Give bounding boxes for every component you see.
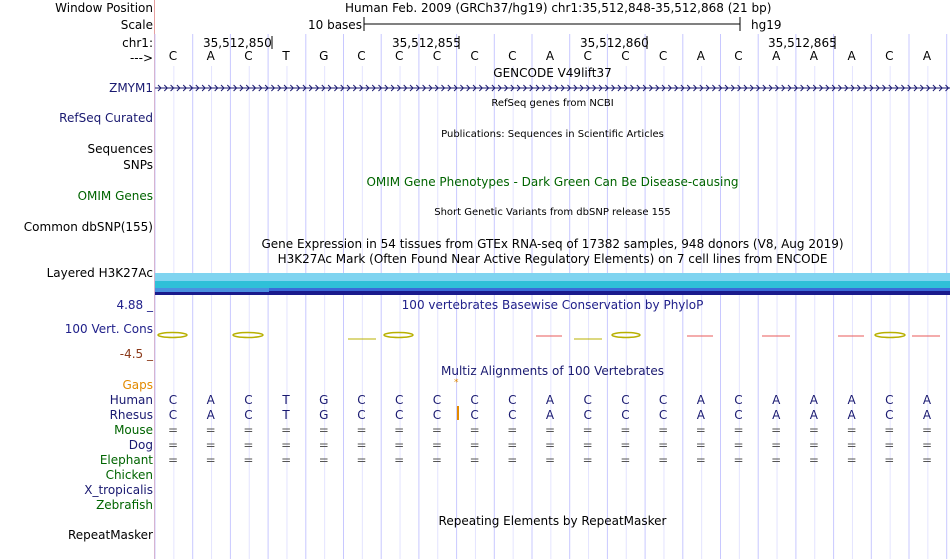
dog-match: =: [243, 438, 254, 452]
elephant-match: =: [281, 453, 292, 467]
elephant-match: =: [658, 453, 669, 467]
refseq-track-title[interactable]: RefSeq genes from NCBI: [491, 98, 614, 109]
dog-match: =: [620, 438, 631, 452]
rhesus-base: C: [885, 408, 894, 422]
dbsnp-track-title[interactable]: Short Genetic Variants from dbSNP release 155: [434, 207, 671, 218]
human-base: A: [545, 393, 555, 407]
dog-match: =: [205, 438, 216, 452]
human-base: C: [885, 393, 894, 407]
omim-track-title[interactable]: OMIM Gene Phenotypes - Dark Green Can Be Disease-causing: [366, 175, 739, 189]
rhesus-base: C: [244, 408, 253, 422]
dog-match: =: [846, 438, 857, 452]
dna-base: A: [847, 49, 856, 63]
human-base: C: [621, 393, 630, 407]
dna-base: C: [432, 49, 442, 63]
strand-label: --->: [129, 51, 153, 65]
species-elephant[interactable]: Elephant: [99, 453, 153, 467]
species-x-tropicalis[interactable]: X_tropicalis: [84, 483, 153, 497]
coord-tick-4: 35,512,865: [768, 36, 837, 50]
dna-base: C: [658, 49, 668, 63]
dna-base: A: [809, 49, 818, 63]
phylop-positive-mark: [233, 333, 263, 338]
dna-base: C: [357, 49, 366, 63]
h3k27ac-layer-1: [155, 273, 950, 281]
window-position-text: Human Feb. 2009 (GRCh37/hg19) chr1:35,512,848-35,512,868 (21 bp): [345, 1, 772, 15]
species-rhesus[interactable]: Rhesus: [109, 408, 153, 422]
dog-match: =: [544, 438, 556, 452]
elephant-match: =: [544, 453, 556, 467]
human-base: A: [922, 393, 932, 407]
mouse-match: =: [884, 423, 895, 437]
coord-tick-1: 35,512,850: [203, 36, 272, 50]
dog-match: =: [771, 438, 782, 452]
elephant-match: =: [394, 453, 405, 467]
dna-base: A: [545, 49, 555, 63]
gtex-track-title[interactable]: Gene Expression in 54 tissues from GTEx RNA-seq of 17382 samples, 948 donors (V8, Aug 2019): [261, 237, 844, 251]
dog-match: =: [658, 438, 669, 452]
human-base: C: [508, 393, 517, 407]
sequences-label[interactable]: Sequences: [87, 142, 153, 156]
rhesus-base: T: [282, 408, 290, 422]
mouse-match: =: [582, 423, 593, 437]
elephant-match: =: [582, 453, 593, 467]
mouse-match: =: [921, 423, 933, 437]
elephant-match: =: [771, 453, 782, 467]
dna-base: C: [621, 49, 630, 63]
species-mouse[interactable]: Mouse: [114, 423, 153, 437]
rhesus-base: C: [583, 408, 592, 422]
dog-match: =: [695, 438, 706, 452]
coord-tick-2: 35,512,855: [392, 36, 461, 50]
elephant-match: =: [846, 453, 857, 467]
elephant-match: =: [469, 453, 480, 467]
coord-tick-3: 35,512,860: [580, 36, 649, 50]
human-base: A: [206, 393, 215, 407]
gencode-track-title[interactable]: GENCODE V49lift37: [493, 66, 612, 80]
rhesus-base: C: [470, 408, 479, 422]
human-base: G: [319, 393, 329, 407]
elephant-match: =: [167, 453, 179, 467]
species-dog[interactable]: Dog: [128, 438, 153, 452]
human-base: A: [772, 393, 781, 407]
dog-match: =: [318, 438, 329, 452]
phylop-track-title[interactable]: 100 vertebrates Basewise Conservation by PhyloP: [401, 298, 704, 312]
rhesus-base: A: [922, 408, 932, 422]
dog-match: =: [394, 438, 405, 452]
mouse-match: =: [695, 423, 706, 437]
mouse-match: =: [544, 423, 556, 437]
mouse-match: =: [658, 423, 669, 437]
h3k27ac-track-title[interactable]: H3K27Ac Mark (Often Found Near Active Regulatory Elements) on 7 cell lines from ENCODE: [277, 252, 828, 266]
h3k27ac-track-label[interactable]: Layered H3K27Ac: [46, 266, 153, 280]
scale-label: Scale: [120, 18, 153, 32]
dna-base: C: [470, 49, 479, 63]
window-position-label: Window Position: [55, 1, 153, 15]
elephant-match: =: [808, 453, 819, 467]
phylop-positive-mark: [384, 333, 413, 338]
mouse-match: =: [167, 423, 179, 437]
mouse-match: =: [771, 423, 782, 437]
human-base: A: [696, 393, 705, 407]
dog-match: =: [582, 438, 593, 452]
publications-track-title[interactable]: Publications: Sequences in Scientific Articles: [441, 129, 664, 140]
rhesus-base: C: [508, 408, 517, 422]
elephant-match: =: [733, 453, 744, 467]
rhesus-base: C: [394, 408, 404, 422]
rhesus-base: A: [696, 408, 705, 422]
zmym1-gene-label[interactable]: ZMYM1: [109, 81, 153, 95]
h3k27ac-layer-2: [155, 281, 950, 288]
mouse-match: =: [431, 423, 442, 437]
assembly-label: hg19: [751, 18, 782, 32]
elephant-match: =: [431, 453, 442, 467]
human-base: C: [658, 393, 668, 407]
omim-track-label[interactable]: OMIM Genes: [77, 189, 153, 203]
repeatmasker-track-label[interactable]: RepeatMasker: [67, 528, 153, 542]
elephant-match: =: [356, 453, 367, 467]
snps-label[interactable]: SNPs: [123, 158, 153, 172]
rhesus-base: A: [847, 408, 856, 422]
repeatmasker-track-title[interactable]: Repeating Elements by RepeatMasker: [438, 514, 667, 528]
rhesus-base: A: [206, 408, 215, 422]
scale-text: 10 bases: [308, 18, 362, 32]
dog-match: =: [921, 438, 933, 452]
human-base: C: [583, 393, 592, 407]
dna-base: C: [734, 49, 743, 63]
dog-match: =: [281, 438, 292, 452]
dog-match: =: [431, 438, 442, 452]
rhesus-base: C: [621, 408, 630, 422]
dog-match: =: [167, 438, 179, 452]
gap-marker: *: [454, 378, 459, 388]
dbsnp-track-label[interactable]: Common dbSNP(155): [23, 220, 153, 234]
elephant-match: =: [243, 453, 254, 467]
human-base: C: [357, 393, 366, 407]
rhesus-base: A: [809, 408, 818, 422]
mouse-match: =: [243, 423, 254, 437]
dna-base: C: [244, 49, 253, 63]
dog-match: =: [884, 438, 895, 452]
refseq-track-label[interactable]: RefSeq Curated: [59, 111, 153, 125]
rhesus-base: A: [772, 408, 781, 422]
human-base: T: [282, 393, 290, 407]
human-base: C: [470, 393, 479, 407]
gaps-label: Gaps: [122, 378, 153, 392]
rhesus-base: C: [168, 408, 178, 422]
elephant-match: =: [205, 453, 216, 467]
dog-match: =: [733, 438, 744, 452]
human-base: C: [168, 393, 178, 407]
mouse-match: =: [205, 423, 216, 437]
rhesus-base: C: [432, 408, 442, 422]
dna-base: C: [508, 49, 517, 63]
phylop-min-value: -4.5 _: [119, 347, 153, 361]
dna-base: C: [394, 49, 404, 63]
dog-match: =: [356, 438, 367, 452]
phylop-positive-mark: [158, 333, 187, 338]
mouse-match: =: [620, 423, 631, 437]
rhesus-base: C: [734, 408, 743, 422]
dna-base: C: [885, 49, 894, 63]
phylop-max-value: 4.88 _: [116, 298, 153, 312]
phylop-track-label[interactable]: 100 Vert. Cons: [64, 322, 153, 336]
elephant-match: =: [695, 453, 706, 467]
mouse-match: =: [808, 423, 819, 437]
species-chicken[interactable]: Chicken: [105, 468, 153, 482]
species-zebrafish[interactable]: Zebrafish: [96, 498, 153, 512]
elephant-match: =: [884, 453, 895, 467]
dna-base: T: [282, 49, 290, 63]
mouse-match: =: [469, 423, 480, 437]
dog-match: =: [507, 438, 518, 452]
human-base: C: [734, 393, 743, 407]
human-base: A: [847, 393, 856, 407]
mouse-match: =: [846, 423, 857, 437]
mouse-match: =: [356, 423, 367, 437]
dog-match: =: [808, 438, 819, 452]
mouse-match: =: [281, 423, 292, 437]
species-human[interactable]: Human: [109, 393, 153, 407]
dna-base: C: [168, 49, 178, 63]
dna-base: A: [206, 49, 215, 63]
elephant-match: =: [318, 453, 329, 467]
h3k27ac-layer-3: [155, 288, 950, 291]
human-base: C: [244, 393, 253, 407]
mouse-match: =: [394, 423, 405, 437]
multiz-track-title[interactable]: Multiz Alignments of 100 Vertebrates: [440, 364, 665, 378]
dna-base: A: [922, 49, 932, 63]
elephant-match: =: [921, 453, 933, 467]
human-base: A: [809, 393, 818, 407]
rhesus-base: C: [658, 408, 668, 422]
human-base: C: [394, 393, 404, 407]
dna-base: A: [772, 49, 781, 63]
rhesus-base: A: [545, 408, 555, 422]
chrom-label: chr1:: [122, 36, 153, 50]
dna-base: C: [583, 49, 592, 63]
mouse-match: =: [733, 423, 744, 437]
h3k27ac-layer-4: [155, 291, 950, 295]
elephant-match: =: [507, 453, 518, 467]
dna-base: G: [319, 49, 329, 63]
human-base: C: [432, 393, 442, 407]
mouse-match: =: [318, 423, 329, 437]
rhesus-base: C: [357, 408, 366, 422]
elephant-match: =: [620, 453, 631, 467]
rhesus-base: G: [319, 408, 329, 422]
dna-base: A: [696, 49, 705, 63]
dog-match: =: [469, 438, 480, 452]
mouse-match: =: [507, 423, 518, 437]
h3k27ac-layer-5: [155, 288, 269, 292]
